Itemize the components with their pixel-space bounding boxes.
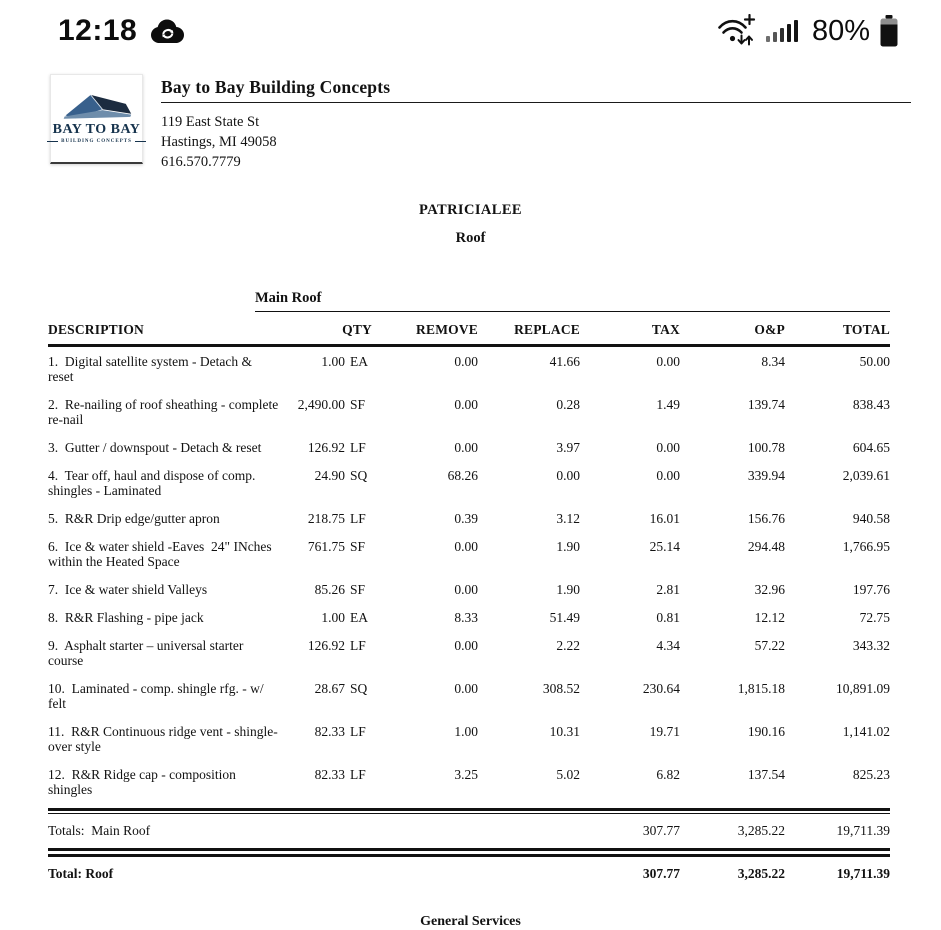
table-row (48, 674, 890, 717)
cell-remove: 0.39 (454, 510, 478, 526)
cell-description: 12. R&R Ridge cap - composition shingles (48, 766, 240, 797)
cell-remove: 0.00 (454, 353, 478, 369)
table-row (48, 532, 890, 575)
cell-total: 604.65 (852, 439, 890, 455)
cell-unit: LF (350, 637, 366, 653)
col-header-op: O&P (754, 322, 785, 337)
cell-total: 2,039.61 (842, 467, 890, 483)
cell-replace: 1.90 (556, 581, 580, 597)
table-row (48, 347, 890, 390)
cell-total: 10,891.09 (836, 680, 890, 696)
company-name: Bay to Bay Building Concepts (161, 77, 391, 97)
logo-wordmark: BAY TO BAY (52, 122, 141, 137)
wifi-icon (716, 14, 756, 48)
roof-graphic-icon (61, 93, 133, 121)
cell-op: 57.22 (754, 637, 785, 653)
battery-icon (879, 15, 899, 47)
col-header-remove: REMOVE (416, 322, 478, 337)
cell-replace: 10.31 (549, 723, 580, 739)
cell-remove: 0.00 (454, 396, 478, 412)
cell-tax: 230.64 (642, 680, 680, 696)
cell-description: 11. R&R Continuous ridge vent - shingle-over style (48, 723, 278, 754)
cell-unit: SF (350, 538, 366, 554)
totals-total: 19,711.39 (836, 823, 890, 838)
cell-replace: 0.28 (556, 396, 580, 412)
logo-tagline (47, 139, 146, 144)
cell-total: 1,141.02 (842, 723, 890, 739)
status-time: 12:18 (58, 14, 138, 47)
col-header-total: TOTAL (842, 322, 890, 337)
cell-remove: 0.00 (454, 439, 478, 455)
grand-total-label: Total: Roof (48, 865, 114, 881)
cell-op: 156.76 (747, 510, 785, 526)
cell-unit: SF (350, 396, 366, 412)
group-heading: Main Roof (255, 290, 890, 312)
cell-qty: 85.26 (314, 581, 345, 597)
col-header-qty: QTY (342, 322, 372, 337)
cell-unit: EA (350, 353, 368, 369)
cell-tax: 25.14 (649, 538, 680, 554)
cell-tax: 0.00 (656, 353, 680, 369)
status-bar (0, 0, 941, 60)
next-section-heading: General Services (420, 913, 521, 929)
cell-description: 1. Digital satellite system - Detach & reset (48, 353, 256, 384)
estimate-table (48, 290, 890, 891)
header-divider (161, 102, 911, 103)
grand-total-tax: 307.77 (642, 865, 680, 881)
cell-description: 4. Tear off, haul and dispose of comp. shingles - Laminated (48, 467, 259, 498)
cell-total: 197.76 (852, 581, 890, 597)
logo-tagline-text: BUILDING CONCEPTS (61, 139, 132, 144)
signal-strength-icon (765, 17, 799, 45)
table-row (48, 433, 890, 461)
cell-total: 838.43 (852, 396, 890, 412)
cell-op: 12.12 (754, 609, 785, 625)
cell-remove: 0.00 (454, 581, 478, 597)
cell-replace: 5.02 (556, 766, 580, 782)
cell-unit: SQ (350, 467, 368, 483)
cell-replace: 3.97 (556, 439, 580, 455)
cell-total: 940.58 (852, 510, 890, 526)
cell-remove: 68.26 (447, 467, 478, 483)
cell-replace: 3.12 (556, 510, 580, 526)
cell-remove: 0.00 (454, 680, 478, 696)
cell-op: 32.96 (754, 581, 785, 597)
cell-replace: 51.49 (549, 609, 580, 625)
table-row (48, 603, 890, 631)
cell-qty: 126.92 (307, 637, 345, 653)
cell-tax: 19.71 (649, 723, 680, 739)
cell-replace: 41.66 (549, 353, 580, 369)
table-row (48, 461, 890, 504)
cell-qty: 28.67 (314, 680, 345, 696)
table-row (48, 717, 890, 760)
cell-replace: 0.00 (556, 467, 580, 483)
cell-tax: 1.49 (656, 396, 680, 412)
grand-total-total: 19,711.39 (836, 865, 890, 881)
cell-replace: 308.52 (542, 680, 580, 696)
cell-unit: LF (350, 766, 366, 782)
cell-tax: 0.81 (656, 609, 680, 625)
cell-remove: 1.00 (454, 723, 478, 739)
cell-op: 339.94 (747, 467, 785, 483)
table-row (48, 504, 890, 532)
col-header-replace: REPLACE (514, 322, 580, 337)
cell-total: 1,766.95 (842, 538, 890, 554)
cell-tax: 6.82 (656, 766, 680, 782)
cell-total: 825.23 (852, 766, 890, 782)
grand-total-op: 3,285.22 (737, 865, 785, 881)
battery-percentage: 80% (811, 14, 870, 47)
cell-unit: LF (350, 439, 366, 455)
cell-unit: EA (350, 609, 368, 625)
cell-qty: 1.00 (321, 609, 345, 625)
cell-description: 10. Laminated - comp. shingle rfg. - w/ felt (48, 680, 267, 711)
company-logo (50, 74, 143, 164)
cell-description: 9. Asphalt starter – universal starter course (48, 637, 247, 668)
table-header-row (48, 312, 890, 347)
cell-unit: LF (350, 510, 366, 526)
cell-op: 8.34 (761, 353, 785, 369)
customer-name: PATRICIALEE (419, 202, 522, 218)
cell-tax: 4.34 (656, 637, 680, 653)
cell-qty: 82.33 (314, 723, 345, 739)
cell-qty: 2,490.00 (297, 396, 345, 412)
cell-tax: 16.01 (649, 510, 680, 526)
cell-tax: 2.81 (656, 581, 680, 597)
cell-op: 137.54 (747, 766, 785, 782)
cell-qty: 126.92 (307, 439, 345, 455)
cell-remove: 0.00 (454, 538, 478, 554)
cell-op: 100.78 (747, 439, 785, 455)
grand-total-divider (48, 848, 890, 857)
col-header-description: DESCRIPTION (48, 322, 144, 337)
line-items (48, 347, 890, 803)
totals-tax: 307.77 (642, 823, 680, 838)
cell-total: 72.75 (859, 609, 890, 625)
cell-replace: 2.22 (556, 637, 580, 653)
company-phone: 616.570.7779 (161, 154, 241, 170)
table-row (48, 575, 890, 603)
cell-remove: 3.25 (454, 766, 478, 782)
logo-tagline-dash-right (135, 141, 146, 143)
section-title: Roof (455, 230, 486, 246)
cell-remove: 0.00 (454, 637, 478, 653)
cell-remove: 8.33 (454, 609, 478, 625)
cell-total: 343.32 (852, 637, 890, 653)
totals-op: 3,285.22 (737, 823, 785, 838)
company-address-street: 119 East State St (161, 114, 260, 130)
table-row (48, 760, 890, 803)
company-info (161, 74, 911, 172)
cell-description: 5. R&R Drip edge/gutter apron (48, 510, 220, 526)
cell-op: 294.48 (747, 538, 785, 554)
cell-description: 2. Re-nailing of roof sheathing - complete re-nail (48, 396, 282, 427)
cell-op: 139.74 (747, 396, 785, 412)
cell-replace: 1.90 (556, 538, 580, 554)
cell-description: 6. Ice & water shield -Eaves 24" INches within the Heated Space (48, 538, 276, 569)
table-row (48, 631, 890, 674)
cell-unit: LF (350, 723, 366, 739)
table-row (48, 390, 890, 433)
cell-total: 50.00 (859, 353, 890, 369)
cell-tax: 0.00 (656, 467, 680, 483)
cloud-sync-icon (149, 18, 186, 45)
cell-op: 1,815.18 (737, 680, 785, 696)
cell-qty: 82.33 (314, 766, 345, 782)
cell-description: 3. Gutter / downspout - Detach & reset (48, 439, 262, 455)
cell-qty: 761.75 (307, 538, 345, 554)
totals-row (48, 814, 890, 848)
cell-tax: 0.00 (656, 439, 680, 455)
logo-tagline-dash-left (47, 141, 58, 143)
cell-qty: 1.00 (321, 353, 345, 369)
company-address-city: Hastings, MI 49058 (161, 134, 277, 150)
cell-description: 8. R&R Flashing - pipe jack (48, 609, 204, 625)
col-header-tax: TAX (651, 322, 680, 337)
cell-unit: SF (350, 581, 366, 597)
cell-unit: SQ (350, 680, 368, 696)
cell-op: 190.16 (747, 723, 785, 739)
letterhead (50, 74, 941, 172)
totals-label: Totals: Main Roof (48, 823, 151, 838)
cell-qty: 24.90 (314, 467, 345, 483)
cell-description: 7. Ice & water shield Valleys (48, 581, 208, 597)
cell-qty: 218.75 (307, 510, 345, 526)
